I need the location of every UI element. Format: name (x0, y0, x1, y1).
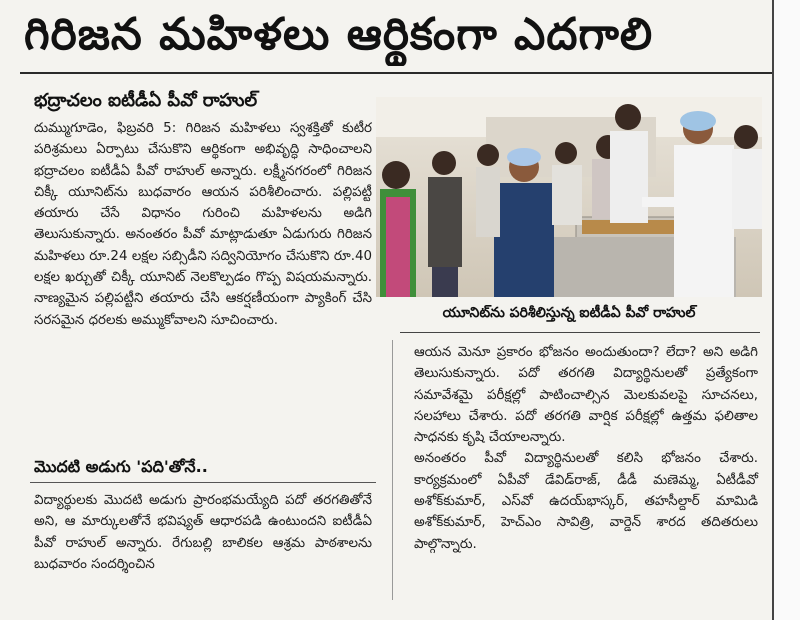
factory-inspection-photo (376, 97, 762, 297)
article-paragraph: విద్యార్థులకు మొదటి అడుగు ప్రారంభమయ్యేది పదో తరగతితోనే అని, ఆ మార్కులతోనే భవిష్యత్ ఆధారపడి ఉంటుందని ఐటీడీఏ పీవో రాహుల్ అన్నారు. రేగుబల్లి బాలికల ఆశ్రమ పాఠశాలను బుధవారం సందర్శించిన (34, 493, 372, 572)
article-paragraph: ఆయన మెనూ ప్రకారం భోజనం అందుతుందా? లేదా? అని అడిగి తెలుసుకున్నారు. పదో తరగతి విద్యార్థినులతో ప్రత్యేకంగా సమావేశమై పరీక్షల్లో పాటించాల్సిన మెలకువలపై సూచనలు, సలహాలు చేశారు. పదో తరగతి వార్షిక పరీక్షల్లో ఉత్తమ ఫలితాల సాధనకు కృషి చేయాలన్నారు. (414, 345, 758, 446)
caption-rule (400, 332, 760, 333)
page-margin (774, 0, 800, 620)
article-column-2 (414, 342, 758, 555)
section-heading: మొదటి అడుగు 'పది'తోనే.. (34, 457, 208, 476)
column-divider (392, 340, 393, 600)
article-paragraph: అనంతరం పీవో విద్యార్థినులతో కలిసి భోజనం చేశారు. కార్యక్రమంలో ఏపీవో డేవిడ్‌రాజ్, డీడీ మణెమ్మ, ఏటీడీవో అశోక్‌కుమార్, ఎస్‌వో ఉదయ్‌భాస్కర్, తహసీల్దార్ మామిడి అశోక్‌కుమార్, హెచ్‌ఎం సావిత్రి, వార్డెన్ శారద తదితరులు పాల్గొన్నారు. (414, 451, 758, 552)
headline-rule (20, 72, 772, 74)
article-paragraph: దుమ్ముగూడెం, ఫిబ్రవరి 5: గిరిజన మహిళలు స్వశక్తితో కుటీర పరిశ్రమలు ఏర్పాటు చేసుకొని ఆర్థికంగా అభివృద్ధి సాధించాలని భద్రాచలం ఐటీడీఏ పీవో రాహుల్ అన్నారు. లక్ష్మీనగరంలో గిరిజన చిక్కీ యూనిట్‌ను బుధవారం ఆయన పరిశీలించారు. పల్లిపట్టీ తయారు చేసే విధానం గురించి మహిళలను అడిగి తెలుసుకున్నారు. అనంతరం పీవో మాట్లాడుతూ ఏడుగురు గిరిజన మహిళలు రూ.24 లక్షల సబ్సిడీని సద్వినియోగం చేసుకొని రూ.40 లక్షల ఖర్చుతో చిక్కీ యూనిట్ నెలకొల్పడం గొప్ప విషయమన్నారు. నాణ్యమైన పల్లిపట్టీని తయారు చేసి ఆకర్షణీయంగా ప్యాకింగ్ చేసి సరసమైన ధరలకు అమ్ముకోవాలని సూచించారు. (34, 121, 372, 328)
article-column-1-part-2 (34, 490, 372, 575)
section-rule (30, 482, 376, 483)
article-column-1-part-1 (34, 118, 372, 331)
headline: గిరిజన మహిళలు ఆర్థికంగా ఎదగాలి (24, 9, 654, 60)
photo-caption: యూనిట్‌ను పరిశీలిస్తున్న ఐటీడీఏ పీవో రాహుల్ (442, 305, 696, 321)
subheadline: భద్రాచలం ఐటీడీఏ పీవో రాహుల్ (34, 90, 258, 111)
news-photo (376, 97, 762, 297)
